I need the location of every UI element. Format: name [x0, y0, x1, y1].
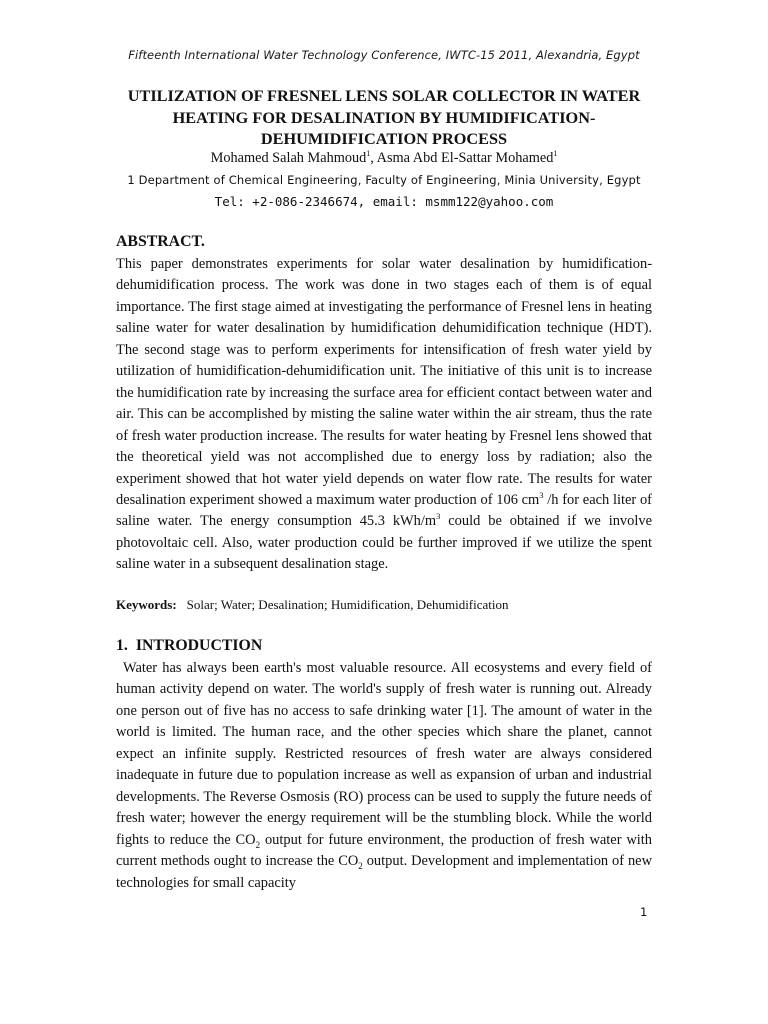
- contact-info: Tel: +2-086-2346674, email: msmm122@yahoo.com: [214, 194, 554, 209]
- author-affiliation-mark: 1: [553, 149, 558, 158]
- keywords-label: Keywords:: [116, 597, 177, 612]
- author-affiliation-mark: 1: [366, 149, 371, 158]
- author-line: [0, 149, 768, 167]
- abstract-heading: ABSTRACT.: [116, 233, 205, 250]
- superscript: 3: [539, 490, 544, 501]
- introduction-text: output for future environment, the production of fresh water with current methods ought to increase the CO: [116, 831, 653, 870]
- introduction-body: [116, 658, 652, 894]
- keywords-value: Solar; Water; Desalination; Humidification, Dehumidification: [186, 597, 509, 612]
- section-number: 1.: [116, 637, 128, 654]
- superscript: 3: [436, 511, 441, 522]
- abstract-body: [116, 254, 652, 576]
- subscript: 2: [255, 839, 261, 850]
- introduction-heading: [116, 637, 262, 655]
- affiliation: 1 Department of Chemical Engineering, Faculty of Engineering, Minia University, Egypt: [127, 173, 641, 187]
- conference-header: Fifteenth International Water Technology Conference, IWTC-15 2011, Alexandria, Egypt: [128, 48, 640, 62]
- author-separator: ,: [370, 149, 377, 166]
- subscript: 2: [358, 860, 363, 871]
- page-number: 1: [640, 905, 648, 919]
- keywords-line: [116, 596, 652, 614]
- abstract-text: This paper demonstrates experiments for solar water desalination by humidification-dehumidification process. The work was done in two stages each of them is of equal importance. The first stage aimed at investigating the performance of Fresnel lens in heating saline water for water desalination by humidification dehumidification technique (HDT). The second stage was to perform experiments for intensification of fresh water yield by utilization of humidification-dehumidification unit. The initiative of this unit is to increase the humidification rate by increasing the surface area for efficient contact between water and air. This can be accomplished by misting the saline water within the air stream, thus the rate of fresh water production increase. The results for water heating by Fresnel lens showed that the theoretical yield was not accomplished due to energy loss by radiation; also the experiment showed that hot water yield depends on water flow rate. The results for water desalination experiment showed a maximum water production of 106 cm: [116, 256, 652, 508]
- author-name: Asma Abd El-Sattar Mohamed: [376, 149, 554, 166]
- abstract-text: could be obtained if we involve photovoltaic cell. Also, water production could be further improved if we utilize the spent saline water in a subsequent desalination stage.: [116, 513, 653, 573]
- paper-title: UTILIZATION OF FRESNEL LENS SOLAR COLLECTOR IN WATER HEATING FOR DESALINATION BY HUMIDIFICATION-DEHUMIDIFICATION PROCESS: [127, 86, 641, 148]
- abstract-text: /h for each liter of saline water. The energy consumption 45.3 kWh/m: [116, 491, 652, 530]
- introduction-text: Water has always been earth's most valuable resource. All ecosystems and every field of human activity depend on water. The world's supply of fresh water is running out. Already one person out of five has no access to safe drinking water [1]. The amount of water in the world is limited. The human race, and the other species which share the planet, cannot expect an infinite supply. Restricted resources of fresh water are always considered inadequate in future due to population increase as well as expansion of urban and industrial developments. The Reverse Osmosis (RO) process can be used to supply the future needs of fresh water; however the energy requirement will be the stumbling block. While the world fights to reduce the CO: [116, 660, 652, 848]
- section-title: INTRODUCTION: [135, 637, 263, 654]
- introduction-text: output. Development and implementation of new technologies for small capacity: [116, 853, 653, 891]
- author-name: Mohamed Salah Mahmoud: [210, 149, 367, 166]
